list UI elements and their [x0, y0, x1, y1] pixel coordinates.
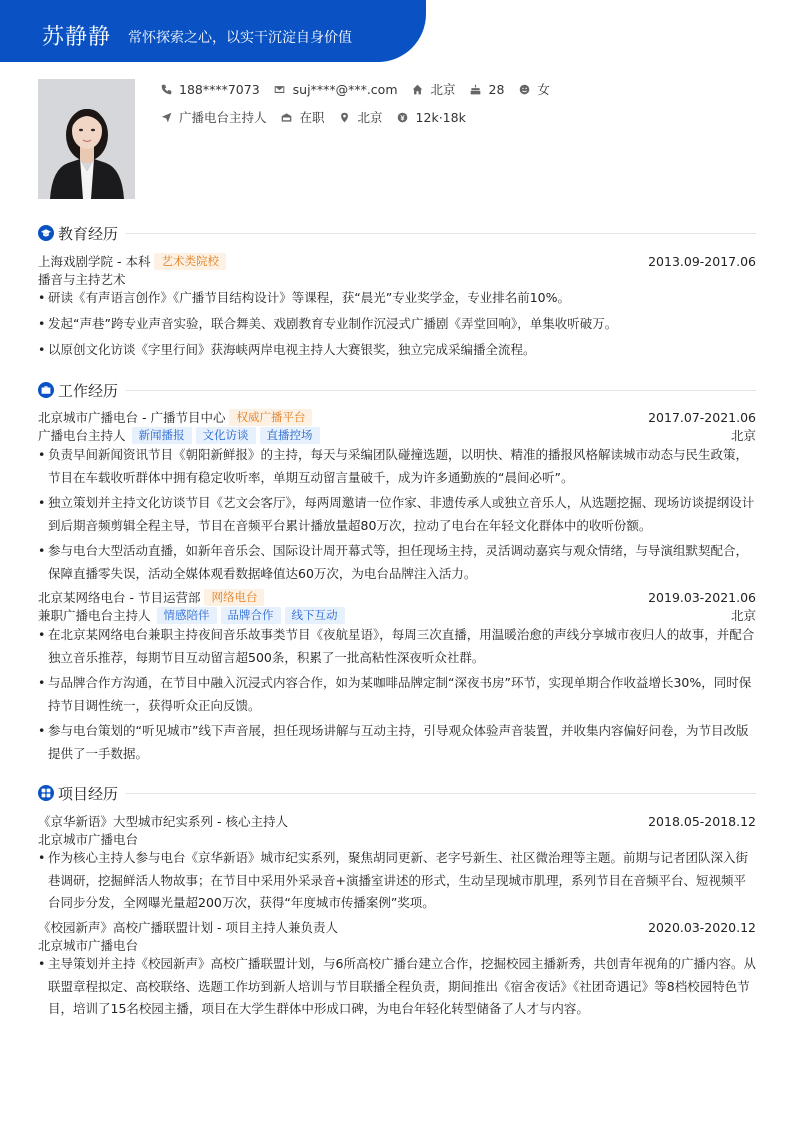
- school-name: 上海戏剧学院 - 本科: [38, 254, 151, 269]
- job-role: 兼职广播电台主持人: [38, 608, 151, 623]
- job-bullet: • 与品牌合作方沟通，在节目中融入沉浸式内容合作，如为某咖啡品牌定制“深夜书房”环节，实现单期合作收益增长30%，同时保持节目调性统一，获得听众正向反馈。: [38, 672, 756, 717]
- job-bullet: • 参与电台策划的“听见城市”线下声音展，担任现场讲解与互动主持，引导观众体验声音装置，并收集内容偏好问卷，为节目改版提供了一手数据。: [38, 720, 756, 765]
- residence-info: [412, 80, 456, 98]
- job-org: 北京城市广播电台 - 广播节目中心: [38, 410, 226, 425]
- job-org-line: [38, 588, 756, 606]
- job-skill-tag: 直播控场: [260, 427, 320, 444]
- project-title: 项目经历: [58, 784, 119, 803]
- job-bullet: • 负责早间新闻资讯节目《朝阳新鲜报》的主持，每天与采编团队碰撞选题，以明快、精准的播报风格解读城市动态与民生政策，节目在车载收听群体中拥有稳定收听率，单期互动留言量破千，成为许多通勤族的“晨间必听”。: [38, 444, 756, 489]
- job-skill-tag: 品牌合作: [221, 607, 281, 624]
- project-name: 《京华新语》大型城市纪实系列 - 核心主持人: [38, 814, 288, 829]
- age-info: [470, 82, 505, 97]
- graduation-cap-icon: [38, 225, 54, 241]
- email-info: [274, 82, 398, 97]
- job-city: 北京: [730, 428, 756, 443]
- resume-name: 苏静静: [42, 25, 112, 50]
- target-city-text: 北京: [357, 110, 383, 125]
- phone-text: 188****7073: [179, 81, 260, 97]
- cake-icon: [470, 83, 482, 95]
- salary-icon: [397, 111, 409, 123]
- job-role: 广播电台主持人: [38, 428, 126, 443]
- job-skill-tag: 新闻播报: [132, 427, 192, 444]
- project-date: 2018.05-2018.12: [648, 813, 756, 829]
- job-bullet: • 独立策划并主持文化访谈节目《艺文会客厅》，每两周邀请一位作家、非遗传承人或独立音乐人，从选题挖掘、现场访谈提纲设计到后期音频剪辑全程主导，节目在音频平台累计播放量超80万次，拉动了电台在年轻文化群体中的收听份额。: [38, 492, 756, 537]
- work-section-header: [38, 380, 756, 400]
- job-intent-row: [160, 108, 480, 126]
- education-bullet: • 研读《有声语言创作》《广播节目结构设计》等课程，获“晨光”专业奖学金，专业排名前10%。: [38, 287, 756, 310]
- email-icon: [274, 83, 286, 95]
- education-major-line: [38, 270, 756, 288]
- send-icon: [160, 111, 172, 123]
- phone-icon: [160, 83, 172, 95]
- position-text: 广播电台主持人: [179, 110, 267, 125]
- project-org: 北京城市广播电台: [38, 832, 139, 847]
- education-bullet: • 发起“声巷”跨专业声音实验，联合舞美、戏剧教育专业制作沉浸式广播剧《弄堂回响》，单集收听破万。: [38, 313, 756, 336]
- gender-info: [518, 80, 550, 98]
- status-info: [281, 108, 325, 126]
- home-icon: [412, 83, 424, 95]
- section-divider: [126, 793, 756, 794]
- status-icon: [281, 111, 293, 123]
- age-text: 28: [488, 81, 505, 97]
- job-org-tag: 权威广播平台: [229, 409, 312, 426]
- project-org-line: [38, 830, 756, 848]
- project-name-line: [38, 918, 756, 936]
- job-city: 北京: [730, 608, 756, 623]
- header-banner: [0, 0, 426, 62]
- education-title: 教育经历: [58, 224, 119, 243]
- job-bullet: • 在北京某网络电台兼职主持夜间音乐故事类节目《夜航星语》，每周三次直播，用温暖治愈的声线分享城市夜归人的故事，并配合独立音乐推荐，每期节目互动留言超500条，积累了一批高粘性深夜听众社群。: [38, 624, 756, 669]
- status-text: 在职: [299, 110, 325, 125]
- job-org: 北京某网络电台 - 节目运营部: [38, 590, 201, 605]
- job-role-line: [38, 606, 756, 624]
- email-text: suj****@***.com: [292, 81, 398, 97]
- job-org-line: [38, 408, 756, 426]
- gender-icon: [518, 83, 530, 95]
- salary-text: 12k·18k: [415, 109, 466, 125]
- project-name: 《校园新声》高校广播联盟计划 - 项目主持人兼负责人: [38, 920, 338, 935]
- work-title: 工作经历: [58, 381, 119, 400]
- briefcase-icon: [38, 382, 54, 398]
- residence-text: 北京: [430, 82, 456, 97]
- target-city-info: [339, 108, 383, 126]
- project-name-line: [38, 812, 756, 830]
- location-icon: [339, 111, 351, 123]
- project-date: 2020.03-2020.12: [648, 919, 756, 935]
- education-date: 2013.09-2017.06: [648, 253, 756, 269]
- major-name: 播音与主持艺术: [38, 272, 126, 287]
- position-info: [160, 108, 267, 126]
- gender-text: 女: [537, 82, 550, 97]
- job-skill-tag: 文化访谈: [196, 427, 256, 444]
- job-role-line: [38, 426, 756, 444]
- contact-row: [160, 80, 564, 98]
- grid-icon: [38, 785, 54, 801]
- job-skill-tag: 线下互动: [285, 607, 345, 624]
- job-skill-tag: 情感陪伴: [157, 607, 217, 624]
- project-bullet: • 作为核心主持人参与电台《京华新语》城市纪实系列，聚焦胡同更新、老字号新生、社区微治理等主题。前期与记者团队深入街巷调研，挖掘鲜活人物故事；在节目中采用外采录音+演播室讲述的形式，生动呈现城市肌理，系列节目在音频平台、短视频平台同步分发，全网曝光量超200万次，获得“年度城市传播案例”奖项。: [38, 847, 756, 915]
- education-bullet: • 以原创文化访谈《字里行间》获海峡两岸电视主持人大赛银奖，独立完成采编播全流程。: [38, 339, 756, 362]
- education-section-header: [38, 223, 756, 243]
- phone-info: [160, 82, 260, 97]
- project-section-header: [38, 783, 756, 803]
- job-org-tag: 网络电台: [204, 589, 264, 606]
- project-bullet: • 主导策划并主持《校园新声》高校广播联盟计划，与6所高校广播台建立合作，挖掘校园主播新秀，共创青年视角的广播内容。从联盟章程拟定、高校联络、选题工作坊到新人培训与节目联播全程负责，期间推出《宿舍夜话》《社团奇遇记》等8档校园特色节目，培训了15名校园主播，项目在大学生群体中形成口碑，为电台年轻化转型储备了人才与内容。: [38, 953, 756, 1021]
- school-tag: 艺术类院校: [154, 253, 226, 270]
- project-org-line: [38, 936, 756, 954]
- resume-motto: 常怀探索之心，以实干沉淀自身价值: [128, 30, 352, 46]
- job-date: 2017.07-2021.06: [648, 409, 756, 425]
- section-divider: [126, 390, 756, 391]
- profile-photo: [38, 79, 135, 199]
- section-divider: [126, 233, 756, 234]
- project-org: 北京城市广播电台: [38, 938, 139, 953]
- job-date: 2019.03-2021.06: [648, 589, 756, 605]
- salary-info: [397, 110, 466, 125]
- job-bullet: • 参与电台大型活动直播，如新年音乐会、国际设计周开幕式等，担任现场主持，灵活调动嘉宾与观众情绪，与导演组默契配合，保障直播零失误，活动全媒体观看数据峰值达60万次，为电台品牌注入活力。: [38, 540, 756, 585]
- education-school-line: [38, 252, 756, 270]
